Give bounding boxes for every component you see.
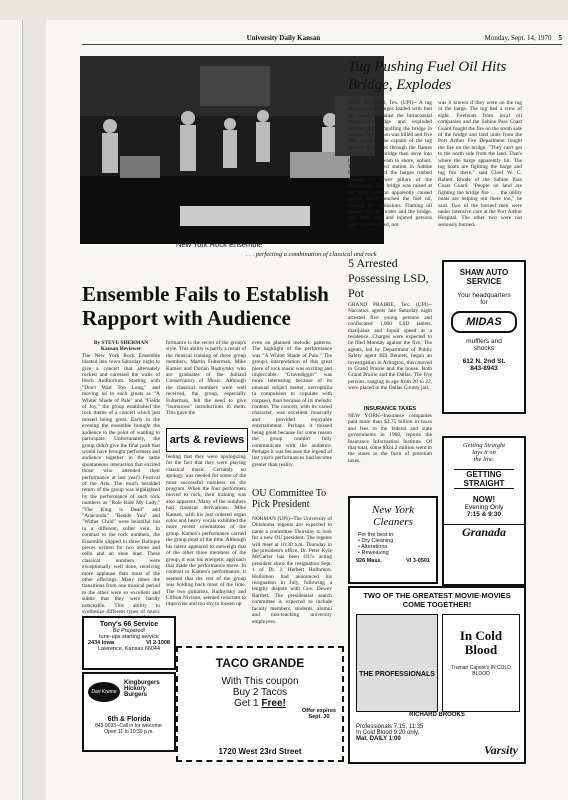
byline-role: Kansan Reviewer bbox=[100, 346, 142, 353]
previous-page-edge bbox=[0, 20, 23, 800]
concert-photo bbox=[80, 56, 384, 244]
tonys-66-ad: Tony's 66 Service Be Prepared! tune-ups starting service 2434 Iowa VI 2-1008 Lawrence, Kansas 66044 bbox=[82, 616, 176, 670]
photo-caption: New York Rock Ensemble bbox=[176, 240, 263, 249]
ny-cleaners-ad: New York Cleaners For the best in: • Dry Cleaning • Alterations • Reweaving 926 Mass. VI 3-0501 bbox=[348, 496, 438, 584]
masthead: University Daily Kansan bbox=[246, 34, 321, 42]
shaw-auto-ad: SHAW AUTO SERVICE Your headquarters for MIDAS mufflers and shocks 612 N. 2nd St. 843-8943 bbox=[442, 260, 526, 414]
header-date: Monday, Sept. 14, 1970 5 bbox=[484, 34, 562, 42]
granada-ad: Getting Straight lays it on the line. GETTING STRAIGHT NOW! Evening Only 7:15 & 9:30 Granada bbox=[442, 436, 526, 586]
dari-kreme-ad: Dari Kreme Kingburgers Hickory Burgers 6th & Florida 843-9033--Call in for welcome. Open 11 to 10:30 p.m. bbox=[82, 672, 176, 752]
insurance-body: NEW YORK--Insurance companies paid more than $2.75 billion in taxes and fees to the federal and state governments in 1968, reports the Insurance Information Institute. Of that total, some $924.2 million went to the states in the form of premium taxes. bbox=[348, 413, 432, 464]
arts-reviews-label: arts & reviews bbox=[166, 428, 248, 452]
taco-grande-ad: TACO GRANDE With This coupon Buy 2 Tacos Get 1 Free! Offer expires Sept. 30 1720 West 23rd Street bbox=[176, 646, 344, 762]
lsd-headline: 5 Arrested Possessing LSD, Pot bbox=[348, 256, 429, 300]
page-header bbox=[82, 34, 562, 45]
insurance-title: INSURANCE TAXES bbox=[363, 406, 417, 412]
photo-subcaption: . . . perfecting a combination of classical and rock bbox=[246, 251, 377, 258]
getting-straight-logo: GETTING STRAIGHT bbox=[454, 469, 514, 489]
ensemble-col3: even on planned melodic patterns. The highlight of the performance was "A Whiter Shade of Pale." The group's interpretation of this great piece of rock music was exciting and impeccable. "Gravediggin'" was more interesting because of its unusual subject matter, necrophilia (a compulsion to copulate with corpses), than because of its melodic content. The concert, with its varied character, was excellent musically and provided enjoyable entertainment. Perhaps it missed being great because for some reason the group couldn't fully communicate with the audience. Perhaps it was because the legend of last year's performances had become greater than reality. bbox=[252, 340, 332, 468]
ou-headline: OU Committee To Pick President bbox=[252, 488, 327, 510]
newspaper-page bbox=[46, 20, 568, 800]
tug-col1: PORT ARTHUR, Tex. (UPI)-- A tug pushing three barges loaded with fuel oil bounced against the Intracoastal Waterway Bridge and exploded Sunday night, engulfing the bridge in flames. One person was killed and five were injured. The captain of the tug pushed the barges through the flames away from the bridge then dove into the water. He swam to shore, unhurt. The Coast Guard station in Sabine Pass said one of the barges rubbed against the lower pillars of the drawbridge. The bridge was raised at the time. Friction apparently caused sparks which touched the fuel oil, causing the explosions. Flaming oil spread over the water and the bridge. The dead man and injured persons were not identified, nor bbox=[348, 100, 432, 228]
ensemble-text-1: The New York Rock Ensemble blasted into town Saturday night to give a concert that alternately rocked and caressed the walls of Hoch Auditorium. Starting with "Don't Wait Too Long," and moving on to such greats as "A Whiter Shade of Pale" and "Fields of Joy," the group established the rock theme of a concert which just missed being great. Early in the evening the ensemble brought the audience to the point of wanting to participate. Unfortunately, the group didn't give the final push that would have brought performers and audience together in the same spontaneous interaction that excited those who attended their performance at last year's Festival of the Arts. The much heralded return of the group was highlighted by the performance of such rock numbers as "Role Ride My Lady," "The King is Dead" and "Anaconda." "Beside You" and "Wither Child" were beautiful but in a different, softer vein. In contrast to the rock numbers, the Ensemble slipped in three Baroque pieces written for two oboes and cello and an oboe duet. These classical numbers were exceptionally well done, receiving more applause than most of the other offerings. Many times the transitions from one musical period to the other were so excellent and subtle that they were hardly noticeable. This ability to synthesize different types of music bbox=[82, 352, 160, 616]
varsity-ad: TWO OF THE GREATEST MOVIE-MOVIES COME TOGETHER! THE PROFESSIONALS In Cold Blood Truman Capote's IN COLD BLOOD RICHARD BROOKS Professionals 7:15, 11:35 In Cold Blood 9:20 only. Mat. DAILY 1:00 Varsity bbox=[348, 586, 526, 764]
dari-kreme-logo: Dari Kreme bbox=[88, 682, 120, 702]
ensemble-col2b: feeling that they were apologizing for the fact that they were playing classical music. Certainly no apology was needed for some of the most successful numbers on the program. When the four performers moved to rock, their training was also apparent. Many of the numbers had classical derivations. Mike Kamen, with his just ordered organ solos and heavy vocals exhibited the more recent orientations of the group. Kamen's performance carried the group most of the time. Although his talent appeared to outweigh that of the other three members of the group, it was his energetic approach that made the performance move. In contrast to Kamen's performance, it seemed that the rest of the group was holding back most of the time. The two guitarists, Rudnytsky and Clifton Nivison, seemed reluctant to improvise and too shy to loosen up bbox=[166, 454, 246, 608]
ensemble-col2a: formance is the secret of the group's style. This ability is partly a result of the musical training of three group members, Martin Fulterman, Mike Kamen and Dorian Rudnytsky who are graduates of the Julliard Conservatory of Music. Although the classical numbers were well received, the group, especially Fulterman, felt the need to give "humorous" introductions to them. This gave the bbox=[166, 340, 246, 417]
midas-logo: MIDAS bbox=[451, 311, 517, 333]
ensemble-col1 bbox=[82, 340, 160, 640]
tug-headline: Tug Pushing Fuel Oil Hits Bridge, Explodes bbox=[348, 59, 507, 93]
lsd-body: GRAND PRAIRIE, Tex. (UPI)--Narcotics agents late Saturday night arrested five young persons and confiscated 1,000 LSD tablets, marijuana and liquid speed at a residence. Charges were expected to be filed Monday against the five. The agents, led by Department of Public Safety agent Bill Bennett, began an investigation in Arlington, then moved to Grand Prairie and the house. Both Grand Prairie and the Dallas. The five persons, ranging in age from 20 to 22, were placed in the Dallas County jail. bbox=[348, 302, 432, 392]
tug-col2: was it known if they were on the tug or the barge. The tug had a crew of eight. Fireboats from local oil companies and the Sabine Pass Coast Guard fought the fire on the south side of the bridge and land units from the Port Arthur Fire Department fought the fire on the bridge. "They can't get to the north side from the land. That's where the barge apparently hit. The tug boats are fighting the barge and tug fire there," said Chief W. C. Robert Rhode of the Sabine Pass Coast Guard. "People on land are fighting the bridge fire . . . the utility boats are helping out there too," he said. Two of the burned men were under intensive care at the Port Arthur Hospital. The other two were not seriously burned. bbox=[438, 100, 522, 228]
byline: By STEVE SHERMAN bbox=[93, 340, 149, 346]
ou-body: NORMAN (UPI)--The University of Oklahoma regents are expected to name a committee Thursday to look for a new OU president. The regents will meet at 10:30 a.m. Thursday in the president's office. Dr. Peter Kyle McCarter has been OU's acting president since the resignation Sept. 1 of Dr. J. Herbert Hollomon. Hollomon had announced his resignation in July, following a lengthy dispute with Gov. Dewey Bartlett. The presidential search committee is expected to include faculty members, students, alumni and non-teaching university employees. bbox=[252, 516, 332, 625]
ensemble-headline: Ensemble Fails to Establish Rapport with Audience bbox=[82, 282, 329, 330]
